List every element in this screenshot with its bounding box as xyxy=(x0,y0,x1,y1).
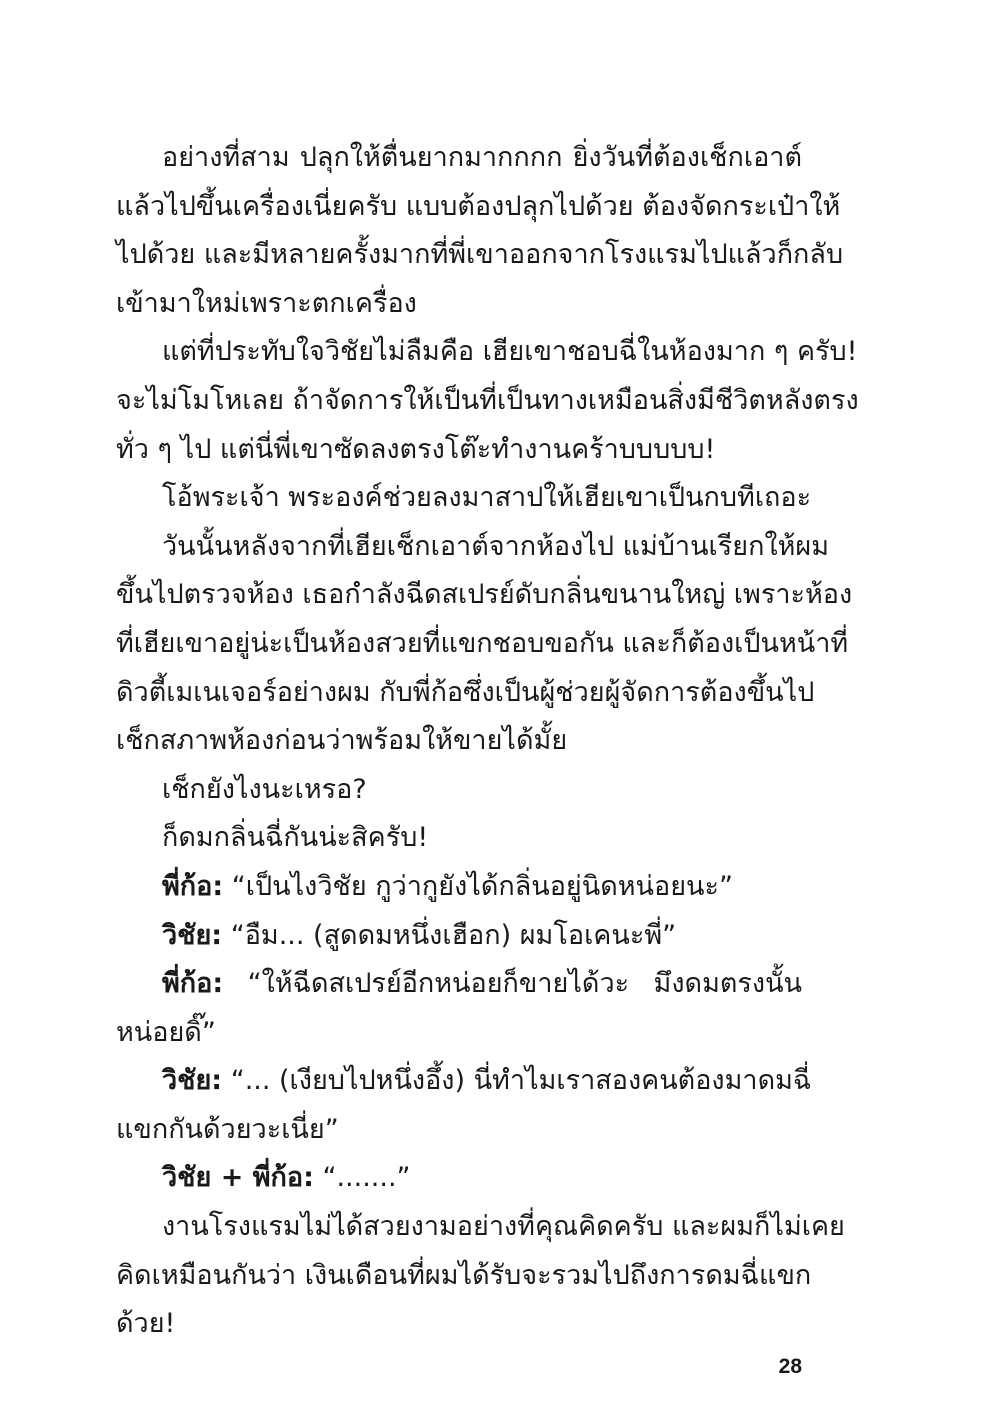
dialogue-text: “ให้ฉีดสเปรย์อีกหน่อยก็ขายได้วะ มึงดมตรงนั้น xyxy=(247,968,802,1000)
dialogue-line xyxy=(116,863,802,912)
dialogue-line xyxy=(116,960,802,1009)
dialogue-line xyxy=(116,1154,802,1203)
text-line: งานโรงแรมไม่ได้สวยงามอย่างที่คุณคิดครับ และผมก็ไม่เคย xyxy=(162,1211,845,1243)
dialogue-text: “... (เงียบไปหนึ่งอึ้ง) นี่ทำไมเราสองคนต้องมาดมฉี่ xyxy=(230,1065,812,1097)
paragraph xyxy=(116,134,844,328)
dialogue-text: “.......” xyxy=(322,1162,411,1194)
dialogue-entry xyxy=(116,1057,812,1154)
text-line: อย่างที่สาม ปลุกให้ตื่นยากมากกกก ยิ่งวันที่ต้องเช็กเอาต์ xyxy=(162,142,802,173)
speaker-name: วิชัย: xyxy=(162,1065,223,1097)
text-line: เช็กยังไงนะเหรอ? xyxy=(162,773,367,805)
text-line: จะไม่โมโหเลย ถ้าจัดการให้เป็นที่เป็นทางเหมือนสิ่งมีชีวิตหลังตรง xyxy=(116,384,859,416)
text-line: ที่เฮียเขาอยู่น่ะเป็นห้องสวยที่แขกชอบขอกัน และก็ต้องเป็นหน้าที่ xyxy=(116,627,849,659)
text-line: ทั่ว ๆ ไป แต่นี่พี่เขาซัดลงตรงโต๊ะทำงานคร้าบบบบบ! xyxy=(116,433,716,465)
text-line: ไปด้วย และมีหลายครั้งมากที่พี่เขาออกจากโรงแรมไปแล้วก็กลับ xyxy=(116,239,844,271)
dialogue-line xyxy=(116,1057,812,1106)
dialogue-text: “อืม... (สูดดมหนึ่งเฮือก) ผมโอเคนะพี่” xyxy=(230,919,677,951)
speaker-name: วิชัย + พี่ก้อ: xyxy=(162,1162,314,1194)
text-line: เข้ามาใหม่เพราะตกเครื่อง xyxy=(116,287,417,319)
text-line: แล้วไปขึ้นเครื่องเนี่ยครับ แบบต้องปลุกไปด้วย ต้องจัดกระเป๋าให้ xyxy=(116,190,841,222)
dialogue-entry xyxy=(116,863,802,912)
paragraph xyxy=(116,474,812,523)
paragraph xyxy=(116,328,859,474)
text-line: ดิวตี้เมเนเจอร์อย่างผม กับพี่ก้อซึ่งเป็นผู้ช่วยผู้จัดการต้องขึ้นไป xyxy=(116,676,815,708)
dialogue-entry xyxy=(116,1154,802,1203)
paragraph xyxy=(116,766,802,815)
paragraph xyxy=(116,1203,845,1349)
dialogue-entry xyxy=(116,912,802,961)
paragraph xyxy=(116,814,802,863)
text-line: ด้วย! xyxy=(116,1308,176,1340)
text-line: คิดเหมือนกันว่า เงินเดือนที่ผมได้รับจะรวมไปถึงการดมฉี่แขก xyxy=(116,1259,812,1291)
dialogue-line: แขกกันด้วยวะเนี่ย” xyxy=(116,1113,339,1145)
speaker-name: พี่ก้อ: xyxy=(162,870,224,902)
text-line: ขึ้นไปตรวจห้อง เธอกำลังฉีดสเปรย์ดับกลิ่นขนานใหญ่ เพราะห้อง xyxy=(116,579,853,611)
body-text xyxy=(116,134,859,1349)
speaker-name: วิชัย: xyxy=(162,919,223,951)
text-line: เช็กสภาพห้องก่อนว่าพร้อมให้ขายได้มั้ย xyxy=(116,725,568,757)
dialogue-text: “เป็นไงวิชัย กูว่ากูยังได้กลิ่นอยู่นิดหน่อยนะ” xyxy=(231,870,733,902)
dialogue-entry xyxy=(116,960,802,1057)
text-line: ก็ดมกลิ่นฉี่กันน่ะสิครับ! xyxy=(162,822,429,854)
page-number: 28 xyxy=(778,1355,802,1378)
paragraph xyxy=(116,523,853,766)
text-line: แต่ที่ประทับใจวิชัยไม่ลืมคือ เฮียเขาชอบฉี่ในห้องมาก ๆ ครับ! xyxy=(162,336,858,368)
text-line: โอ้พระเจ้า พระองค์ช่วยลงมาสาปให้เฮียเขาเป็นกบทีเถอะ xyxy=(162,482,812,514)
speaker-name: พี่ก้อ: xyxy=(162,968,224,1000)
dialogue-line xyxy=(116,912,802,961)
dialogue-line: หน่อยดิ๊” xyxy=(116,1016,216,1048)
text-line: วันนั้นหลังจากที่เฮียเช็กเอาต์จากห้องไป แม่บ้านเรียกให้ผม xyxy=(162,530,830,562)
